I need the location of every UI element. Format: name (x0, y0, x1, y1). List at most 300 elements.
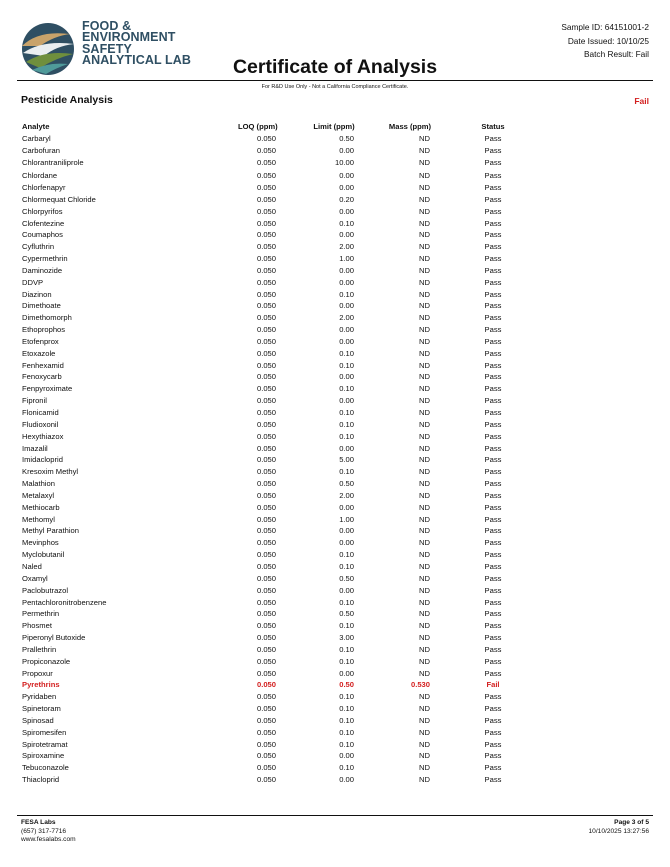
cell-mass: ND (419, 145, 430, 155)
table-row (0, 229, 670, 241)
cell-status: Pass (484, 490, 502, 500)
section-result-badge: Fail (634, 96, 649, 106)
header-analyte: Analyte (22, 122, 50, 131)
table-row (0, 360, 670, 372)
cell-status: Pass (484, 739, 502, 749)
cell-analyte: Kresoxim Methyl (22, 467, 79, 477)
cell-status: Pass (484, 455, 502, 465)
cell-analyte: Methyl Parathion (22, 526, 79, 536)
cell-status: Pass (484, 715, 502, 725)
cell-analyte: Spinosad (22, 715, 54, 725)
date-issued: Date Issued: 10/10/25 (567, 35, 649, 46)
table-row (0, 407, 670, 419)
cell-loq: 0.050 (256, 479, 276, 489)
cell-mass: ND (419, 157, 430, 167)
cell-mass: ND (419, 561, 430, 571)
cell-limit: 5.00 (339, 455, 354, 465)
table-row (0, 691, 670, 703)
cell-loq: 0.050 (256, 360, 276, 370)
cell-limit: 0.10 (339, 384, 354, 394)
table-row (0, 336, 670, 348)
cell-limit: 0.10 (339, 727, 354, 737)
cell-loq: 0.050 (256, 408, 276, 417)
cell-status: Pass (484, 538, 502, 548)
cell-analyte: Spinetoram (22, 704, 61, 714)
cell-status: Pass (484, 526, 502, 536)
cell-mass: ND (419, 668, 430, 678)
cell-loq: 0.050 (256, 763, 276, 773)
cell-limit: 2.00 (339, 490, 354, 500)
cell-limit: 0.10 (339, 715, 354, 725)
cell-limit: 10.00 (334, 157, 354, 167)
disclaimer: For R&D Use Only - Not a California Compliance Certificate. (261, 84, 409, 90)
cell-limit: 0.10 (339, 218, 354, 228)
cell-limit: 0.50 (339, 134, 354, 143)
cell-analyte: Mevinphos (22, 538, 59, 548)
table-row (0, 774, 670, 786)
cell-loq: 0.050 (256, 597, 276, 607)
cell-analyte: Dimethomorph (22, 313, 72, 323)
cell-mass: ND (419, 254, 430, 264)
cell-status: Pass (484, 656, 502, 666)
table-row (0, 277, 670, 289)
cell-loq: 0.050 (256, 157, 276, 167)
cell-analyte: Methiocarb (22, 502, 60, 512)
cell-loq: 0.050 (256, 739, 276, 749)
header-mass: Mass (ppm) (388, 122, 432, 131)
cell-status: Pass (484, 289, 502, 299)
cell-mass: ND (419, 550, 430, 560)
cell-status: Pass (484, 668, 502, 678)
table-row (0, 454, 670, 466)
cell-mass: ND (419, 455, 430, 465)
cell-status: Pass (484, 325, 502, 335)
cell-analyte: DDVP (22, 277, 44, 287)
cell-analyte: Prallethrin (22, 644, 57, 654)
table-row (0, 644, 670, 656)
cell-loq: 0.050 (256, 502, 276, 512)
cell-status: Pass (484, 384, 502, 394)
cell-analyte: Ethoprophos (22, 325, 66, 335)
cell-analyte: Clofentezine (22, 218, 65, 228)
cell-mass: ND (419, 692, 430, 702)
cell-mass: ND (419, 194, 430, 204)
table-row (0, 157, 670, 169)
cell-loq: 0.050 (256, 230, 276, 240)
cell-limit: 0.00 (339, 336, 354, 346)
table-row (0, 537, 670, 549)
cell-loq: 0.050 (256, 751, 276, 761)
cell-mass: ND (419, 408, 430, 417)
cell-limit: 0.50 (339, 609, 354, 619)
cell-loq: 0.050 (256, 384, 276, 394)
cell-mass: ND (419, 502, 430, 512)
cell-limit: 0.10 (339, 360, 354, 370)
cell-loq: 0.050 (256, 561, 276, 571)
cell-mass: ND (419, 348, 430, 358)
cell-analyte: Chlormequat Chloride (22, 194, 96, 204)
cell-status: Pass (484, 301, 502, 311)
cell-mass: ND (419, 206, 430, 216)
cell-mass: ND (419, 289, 430, 299)
cell-mass: ND (419, 443, 430, 453)
cell-limit: 0.10 (339, 704, 354, 714)
footer-timestamp: 10/10/2025 13:27:56 (588, 827, 649, 835)
cell-status: Pass (484, 775, 502, 785)
table-row (0, 679, 670, 691)
cell-status: Pass (484, 692, 502, 702)
cell-loq: 0.050 (256, 277, 276, 287)
table-row (0, 585, 670, 597)
cell-mass: ND (419, 609, 430, 619)
cell-mass: ND (419, 313, 430, 323)
cell-mass: ND (419, 396, 430, 406)
header-limit: Limit (ppm) (313, 122, 355, 131)
cell-loq: 0.050 (256, 396, 276, 406)
table-row (0, 656, 670, 668)
cell-status: Pass (484, 396, 502, 406)
cell-limit: 0.00 (339, 206, 354, 216)
cell-status: Pass (484, 336, 502, 346)
cell-loq: 0.050 (256, 715, 276, 725)
cell-loq: 0.050 (256, 455, 276, 465)
table-row (0, 371, 670, 383)
cell-mass: ND (419, 526, 430, 536)
table-row (0, 312, 670, 324)
cell-status: Pass (484, 644, 502, 654)
cell-loq: 0.050 (256, 336, 276, 346)
cell-limit: 0.00 (339, 526, 354, 536)
cell-mass: ND (419, 538, 430, 548)
cell-loq: 0.050 (256, 585, 276, 595)
table-row (0, 300, 670, 312)
cell-limit: 0.10 (339, 597, 354, 607)
cell-limit: 0.10 (339, 348, 354, 358)
cell-mass: ND (419, 763, 430, 773)
cell-analyte: Fenoxycarb (22, 372, 62, 382)
cell-mass: ND (419, 384, 430, 394)
cell-analyte: Naled (22, 561, 42, 571)
cell-mass: ND (419, 182, 430, 192)
cell-loq: 0.050 (256, 206, 276, 216)
table-row (0, 419, 670, 431)
cell-status: Pass (484, 550, 502, 560)
cell-analyte: Oxamyl (22, 573, 48, 583)
cell-analyte: Propoxur (22, 668, 53, 678)
cell-status: Pass (484, 206, 502, 216)
table-row (0, 194, 670, 206)
table-row (0, 466, 670, 478)
cell-mass: ND (419, 751, 430, 761)
cell-mass: ND (419, 715, 430, 725)
cell-mass: ND (419, 277, 430, 287)
cell-status: Pass (484, 194, 502, 204)
cell-status: Fail (486, 680, 500, 690)
cell-status: Pass (484, 157, 502, 167)
cell-analyte: Spiroxamine (22, 751, 65, 761)
cell-loq: 0.050 (256, 467, 276, 477)
cell-status: Pass (484, 763, 502, 773)
cell-loq: 0.050 (256, 680, 276, 690)
cell-limit: 0.10 (339, 763, 354, 773)
table-row (0, 324, 670, 336)
header-status: Status (481, 122, 505, 131)
cell-mass: 0.530 (410, 680, 430, 690)
cell-loq: 0.050 (256, 242, 276, 252)
table-row (0, 443, 670, 455)
cell-loq: 0.050 (256, 265, 276, 275)
cell-loq: 0.050 (256, 550, 276, 560)
sample-id: Sample ID: 64151001-2 (561, 22, 649, 32)
cell-status: Pass (484, 431, 502, 441)
cell-mass: ND (419, 171, 430, 181)
table-row (0, 632, 670, 644)
cell-loq: 0.050 (256, 419, 276, 429)
table-row (0, 145, 670, 157)
cell-analyte: Cypermethrin (22, 254, 68, 264)
cell-limit: 3.00 (339, 633, 354, 643)
cell-mass: ND (419, 644, 430, 654)
cell-analyte: Propiconazole (22, 656, 71, 666)
cell-analyte: Hexythiazox (22, 431, 64, 441)
cell-limit: 1.00 (339, 254, 354, 264)
cell-limit: 0.00 (339, 751, 354, 761)
cell-status: Pass (484, 609, 502, 619)
cell-mass: ND (419, 360, 430, 370)
table-row (0, 182, 670, 194)
cell-status: Pass (484, 348, 502, 358)
lab-logo-wordmark: FOOD & ENVIRONMENT SAFETY ANALYTICAL LAB (82, 19, 192, 67)
cell-mass: ND (419, 230, 430, 240)
cell-loq: 0.050 (256, 194, 276, 204)
batch-result: Batch Result: Fail (583, 49, 649, 59)
cell-limit: 0.00 (339, 538, 354, 548)
cell-loq: 0.050 (256, 526, 276, 536)
table-header (0, 121, 670, 133)
cell-loq: 0.050 (256, 644, 276, 654)
cell-loq: 0.050 (256, 490, 276, 500)
section-title: Pesticide Analysis (21, 94, 113, 106)
cell-mass: ND (419, 585, 430, 595)
cell-limit: 0.10 (339, 289, 354, 299)
cell-status: Pass (484, 479, 502, 489)
cell-analyte: Piperonyl Butoxide (22, 633, 86, 643)
cell-mass: ND (419, 336, 430, 346)
table-row (0, 727, 670, 739)
cell-analyte: Etofenprox (22, 336, 59, 346)
cell-loq: 0.050 (256, 573, 276, 583)
cell-loq: 0.050 (256, 621, 276, 631)
cell-limit: 0.00 (339, 325, 354, 335)
table-row (0, 348, 670, 360)
cell-limit: 0.10 (339, 419, 354, 429)
cell-analyte: Phosmet (22, 621, 52, 631)
cell-analyte: Carbofuran (22, 145, 60, 155)
cell-analyte: Fenhexamid (22, 360, 64, 370)
table-row (0, 750, 670, 762)
cell-status: Pass (484, 408, 502, 417)
cell-mass: ND (419, 134, 430, 143)
cell-analyte: Diazinon (22, 289, 52, 299)
cell-loq: 0.050 (256, 692, 276, 702)
cell-status: Pass (484, 419, 502, 429)
cell-loq: 0.050 (256, 431, 276, 441)
page-number: Page 3 of 5 (614, 819, 649, 826)
table-row (0, 241, 670, 253)
cell-mass: ND (419, 325, 430, 335)
cell-loq: 0.050 (256, 182, 276, 192)
cell-mass: ND (419, 265, 430, 275)
table-row (0, 395, 670, 407)
cell-status: Pass (484, 242, 502, 252)
cell-status: Pass (484, 633, 502, 643)
cell-status: Pass (484, 171, 502, 181)
cell-analyte: Chlorantraniliprole (22, 157, 84, 167)
table-row (0, 431, 670, 443)
table-row (0, 206, 670, 218)
table-row (0, 478, 670, 490)
table-row (0, 253, 670, 265)
cell-loq: 0.050 (256, 668, 276, 678)
cell-status: Pass (484, 254, 502, 264)
cell-analyte: Fludioxonil (22, 419, 59, 429)
cell-loq: 0.050 (256, 289, 276, 299)
table-row (0, 668, 670, 680)
cell-status: Pass (484, 265, 502, 275)
cell-loq: 0.050 (256, 727, 276, 737)
cell-status: Pass (484, 277, 502, 287)
cell-analyte: Coumaphos (22, 230, 63, 240)
cell-status: Pass (484, 597, 502, 607)
cell-status: Pass (484, 182, 502, 192)
cell-status: Pass (484, 514, 502, 524)
cell-limit: 0.10 (339, 408, 354, 417)
cell-mass: ND (419, 739, 430, 749)
cell-analyte: Permethrin (22, 609, 60, 619)
table-row (0, 133, 670, 145)
footer-contact (21, 819, 76, 845)
cell-limit: 0.00 (339, 502, 354, 512)
cell-limit: 2.00 (339, 313, 354, 323)
cell-analyte: Spiromesifen (22, 727, 67, 737)
cell-limit: 0.00 (339, 145, 354, 155)
header-divider (17, 80, 653, 81)
cell-analyte: Chlorfenapyr (22, 182, 66, 192)
cell-status: Pass (484, 443, 502, 453)
footer-website: www.fesalabs.com (21, 836, 76, 844)
cell-analyte: Pyrethrins (22, 680, 60, 690)
cell-mass: ND (419, 633, 430, 643)
cell-loq: 0.050 (256, 134, 276, 143)
cell-mass: ND (419, 372, 430, 382)
cell-status: Pass (484, 727, 502, 737)
table-row (0, 490, 670, 502)
cell-limit: 0.50 (339, 479, 354, 489)
cell-status: Pass (484, 134, 502, 143)
table-body (0, 133, 670, 786)
cell-loq: 0.050 (256, 145, 276, 155)
table-row (0, 289, 670, 301)
cell-loq: 0.050 (256, 538, 276, 548)
table-row (0, 383, 670, 395)
cell-mass: ND (419, 301, 430, 311)
cell-limit: 0.00 (339, 301, 354, 311)
cell-analyte: Carbaryl (22, 134, 51, 143)
table-row (0, 715, 670, 727)
cell-analyte: Thiacloprid (22, 775, 60, 785)
cell-analyte: Dimethoate (22, 301, 61, 311)
cell-limit: 0.00 (339, 585, 354, 595)
table-row (0, 514, 670, 526)
table-row (0, 218, 670, 230)
cell-loq: 0.050 (256, 443, 276, 453)
cell-loq: 0.050 (256, 218, 276, 228)
cell-status: Pass (484, 313, 502, 323)
cell-analyte: Chlorpyrifos (22, 206, 63, 216)
cell-limit: 0.50 (339, 573, 354, 583)
cell-loq: 0.050 (256, 325, 276, 335)
cell-mass: ND (419, 514, 430, 524)
cell-status: Pass (484, 561, 502, 571)
cell-mass: ND (419, 727, 430, 737)
cell-mass: ND (419, 656, 430, 666)
table-row (0, 620, 670, 632)
table-row (0, 561, 670, 573)
footer-phone: (657) 317-7716 (21, 827, 67, 835)
cell-analyte: Pentachloronitrobenzene (22, 597, 107, 607)
header-loq: LOQ (ppm) (238, 122, 278, 131)
cell-limit: 0.00 (339, 443, 354, 453)
cell-limit: 0.10 (339, 739, 354, 749)
cell-mass: ND (419, 621, 430, 631)
cell-loq: 0.050 (256, 514, 276, 524)
cell-limit: 0.10 (339, 561, 354, 571)
cell-mass: ND (419, 242, 430, 252)
page-title: Certificate of Analysis (232, 56, 438, 78)
cell-limit: 0.10 (339, 644, 354, 654)
cell-loq: 0.050 (256, 372, 276, 382)
footer-page-info (589, 819, 650, 836)
cell-status: Pass (484, 502, 502, 512)
cell-analyte: Methomyl (22, 514, 55, 524)
footer-lab-name: FESA Labs (21, 819, 56, 826)
cell-analyte: Etoxazole (22, 348, 56, 358)
cell-status: Pass (484, 467, 502, 477)
cell-limit: 0.00 (339, 775, 354, 785)
cell-status: Pass (484, 621, 502, 631)
cell-limit: 0.00 (339, 182, 354, 192)
cell-loq: 0.050 (256, 301, 276, 311)
cell-mass: ND (419, 218, 430, 228)
cell-limit: 0.00 (339, 372, 354, 382)
cell-limit: 0.00 (339, 668, 354, 678)
cell-loq: 0.050 (256, 656, 276, 666)
table-row (0, 265, 670, 277)
cell-analyte: Spirotetramat (22, 739, 68, 749)
cell-limit: 0.50 (339, 680, 354, 690)
cell-analyte: Fipronil (22, 396, 47, 406)
cell-loq: 0.050 (256, 633, 276, 643)
table-row (0, 525, 670, 537)
cell-loq: 0.050 (256, 348, 276, 358)
cell-loq: 0.050 (256, 171, 276, 181)
cell-analyte: Cyfluthrin (22, 242, 55, 252)
cell-loq: 0.050 (256, 254, 276, 264)
cell-loq: 0.050 (256, 775, 276, 785)
cell-analyte: Imidacloprid (22, 455, 63, 465)
table-row (0, 608, 670, 620)
cell-limit: 0.10 (339, 467, 354, 477)
